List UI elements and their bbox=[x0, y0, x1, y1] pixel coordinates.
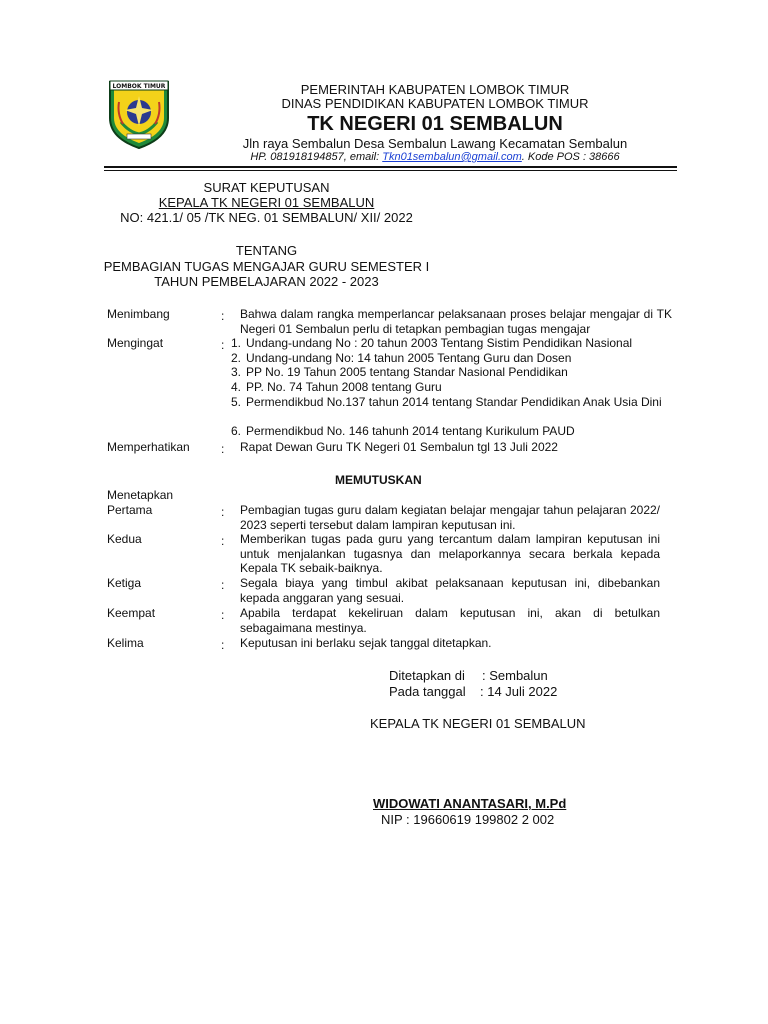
doc-subject-line2: TAHUN PEMBELAJARAN 2022 - 2023 bbox=[154, 274, 379, 289]
header-rule-thick bbox=[104, 166, 677, 168]
text-keempat: Apabila terdapat kekeliruan dalam keputusan ini, akan di betulkan sebagaimana mestinya. bbox=[240, 606, 660, 635]
colon: : bbox=[221, 608, 225, 622]
colon: : bbox=[221, 578, 225, 592]
email-link[interactable]: Tkn01sembalun@gmail.com bbox=[382, 151, 522, 163]
colon: : bbox=[221, 638, 225, 652]
doc-about: TENTANG bbox=[235, 243, 298, 258]
signatory-nip: NIP : 19660619 199802 2 002 bbox=[381, 812, 555, 827]
doc-issuer: KEPALA TK NEGERI 01 SEMBALUN bbox=[158, 195, 375, 210]
list-item bbox=[222, 336, 652, 351]
label-kedua: Kedua bbox=[107, 532, 142, 546]
header-school-name: TK NEGERI 01 SEMBALUN bbox=[307, 113, 563, 135]
list-number: 4. bbox=[230, 380, 241, 394]
list-text: Undang-undang No: 14 tahun 2005 Tentang Guru dan Dosen bbox=[246, 351, 572, 365]
header-address: Jln raya Sembalun Desa Sembalun Lawang Kecamatan Sembalun bbox=[242, 136, 628, 151]
label-mengingat: Mengingat bbox=[107, 336, 164, 350]
decision-heading: MEMUTUSKAN bbox=[335, 473, 422, 487]
label-ketiga: Ketiga bbox=[107, 576, 142, 590]
lombok-timur-emblem-icon bbox=[107, 78, 171, 150]
list-text: PP. No. 74 Tahun 2008 tentang Guru bbox=[246, 380, 442, 394]
header-contact bbox=[200, 151, 670, 163]
label-menimbang: Menimbang bbox=[107, 307, 170, 321]
sign-date-value: : 14 Juli 2022 bbox=[480, 684, 558, 699]
colon: : bbox=[221, 309, 225, 323]
svg-text:LOMBOK TIMUR: LOMBOK TIMUR bbox=[112, 83, 166, 90]
list-item bbox=[222, 365, 652, 380]
label-pertama: Pertama bbox=[107, 503, 153, 517]
contact-postcode: . Kode POS : 38666 bbox=[521, 151, 620, 163]
list-item bbox=[222, 395, 670, 410]
label-memperhatikan: Memperhatikan bbox=[107, 440, 190, 454]
list-text: Undang-undang No : 20 tahun 2003 Tentang Sistim Pendidikan Nasional bbox=[246, 336, 633, 350]
list-number: 2. bbox=[230, 351, 241, 365]
label-kelima: Kelima bbox=[107, 636, 144, 650]
list-item bbox=[222, 380, 652, 395]
header-government: PEMERINTAH KABUPATEN LOMBOK TIMUR bbox=[300, 82, 570, 97]
header-rule-thin bbox=[104, 170, 677, 171]
text-kedua: Memberikan tugas pada guru yang tercantum dalam lampiran keputusan ini untuk menjalankan tugasnya dan melaporkannya secara berkala kepada Kepala TK sebaik-baiknya. bbox=[240, 532, 660, 575]
list-number: 1. bbox=[230, 336, 241, 350]
label-keempat: Keempat bbox=[107, 606, 156, 620]
sign-date-label: Pada tanggal bbox=[389, 684, 466, 699]
text-memperhatikan: Rapat Dewan Guru TK Negeri 01 Sembalun tgl 13 Juli 2022 bbox=[240, 440, 558, 454]
signatory-name: WIDOWATI ANANTASARI, M.Pd bbox=[373, 796, 567, 811]
list-number: 5. bbox=[230, 395, 241, 409]
list-item bbox=[222, 424, 652, 439]
sign-place-value: : Sembalun bbox=[482, 668, 548, 683]
list-number: 3. bbox=[230, 365, 241, 379]
colon: : bbox=[221, 442, 225, 456]
text-pertama: Pembagian tugas guru dalam kegiatan belajar mengajar tahun pelajaran 2022/ 2023 seperti tersebut dalam lampiran keputusan ini. bbox=[240, 503, 660, 532]
text-kelima: Keputusan ini berlaku sejak tanggal ditetapkan. bbox=[240, 636, 492, 650]
list-item bbox=[222, 351, 652, 366]
text-menimbang: Bahwa dalam rangka memperlancar pelaksanaan proses belajar mengajar di TK Negeri 01 Sembalun perlu di tetapkan pembagian tugas mengajar bbox=[240, 307, 672, 336]
sign-position: KEPALA TK NEGERI 01 SEMBALUN bbox=[370, 716, 586, 731]
contact-phone: HP. 081918194857, email: bbox=[250, 151, 383, 163]
label-menetapkan: Menetapkan bbox=[107, 488, 174, 502]
list-text: Permendikbud No.137 tahun 2014 tentang Standar Pendidikan Anak Usia Dini bbox=[246, 395, 662, 409]
colon: : bbox=[221, 505, 225, 519]
colon: : bbox=[221, 338, 225, 352]
doc-subject-line1: PEMBAGIAN TUGAS MENGAJAR GURU SEMESTER I bbox=[103, 259, 430, 274]
colon: : bbox=[221, 534, 225, 548]
list-number: 6. bbox=[230, 424, 241, 438]
text-ketiga: Segala biaya yang timbul akibat pelaksanaan keputusan ini, dibebankan kepada anggaran yang sesuai. bbox=[240, 576, 660, 605]
sign-place-label: Ditetapkan di bbox=[389, 668, 465, 683]
list-text: Permendikbud No. 146 tahunh 2014 tentang Kurikulum PAUD bbox=[246, 424, 575, 438]
doc-type: SURAT KEPUTUSAN bbox=[203, 180, 330, 195]
list-text: PP No. 19 Tahun 2005 tentang Standar Nasional Pendidikan bbox=[246, 365, 568, 379]
header-department: DINAS PENDIDIKAN KABUPATEN LOMBOK TIMUR bbox=[281, 96, 589, 111]
doc-number: NO: 421.1/ 05 /TK NEG. 01 SEMBALUN/ XII/ 2022 bbox=[120, 210, 413, 225]
